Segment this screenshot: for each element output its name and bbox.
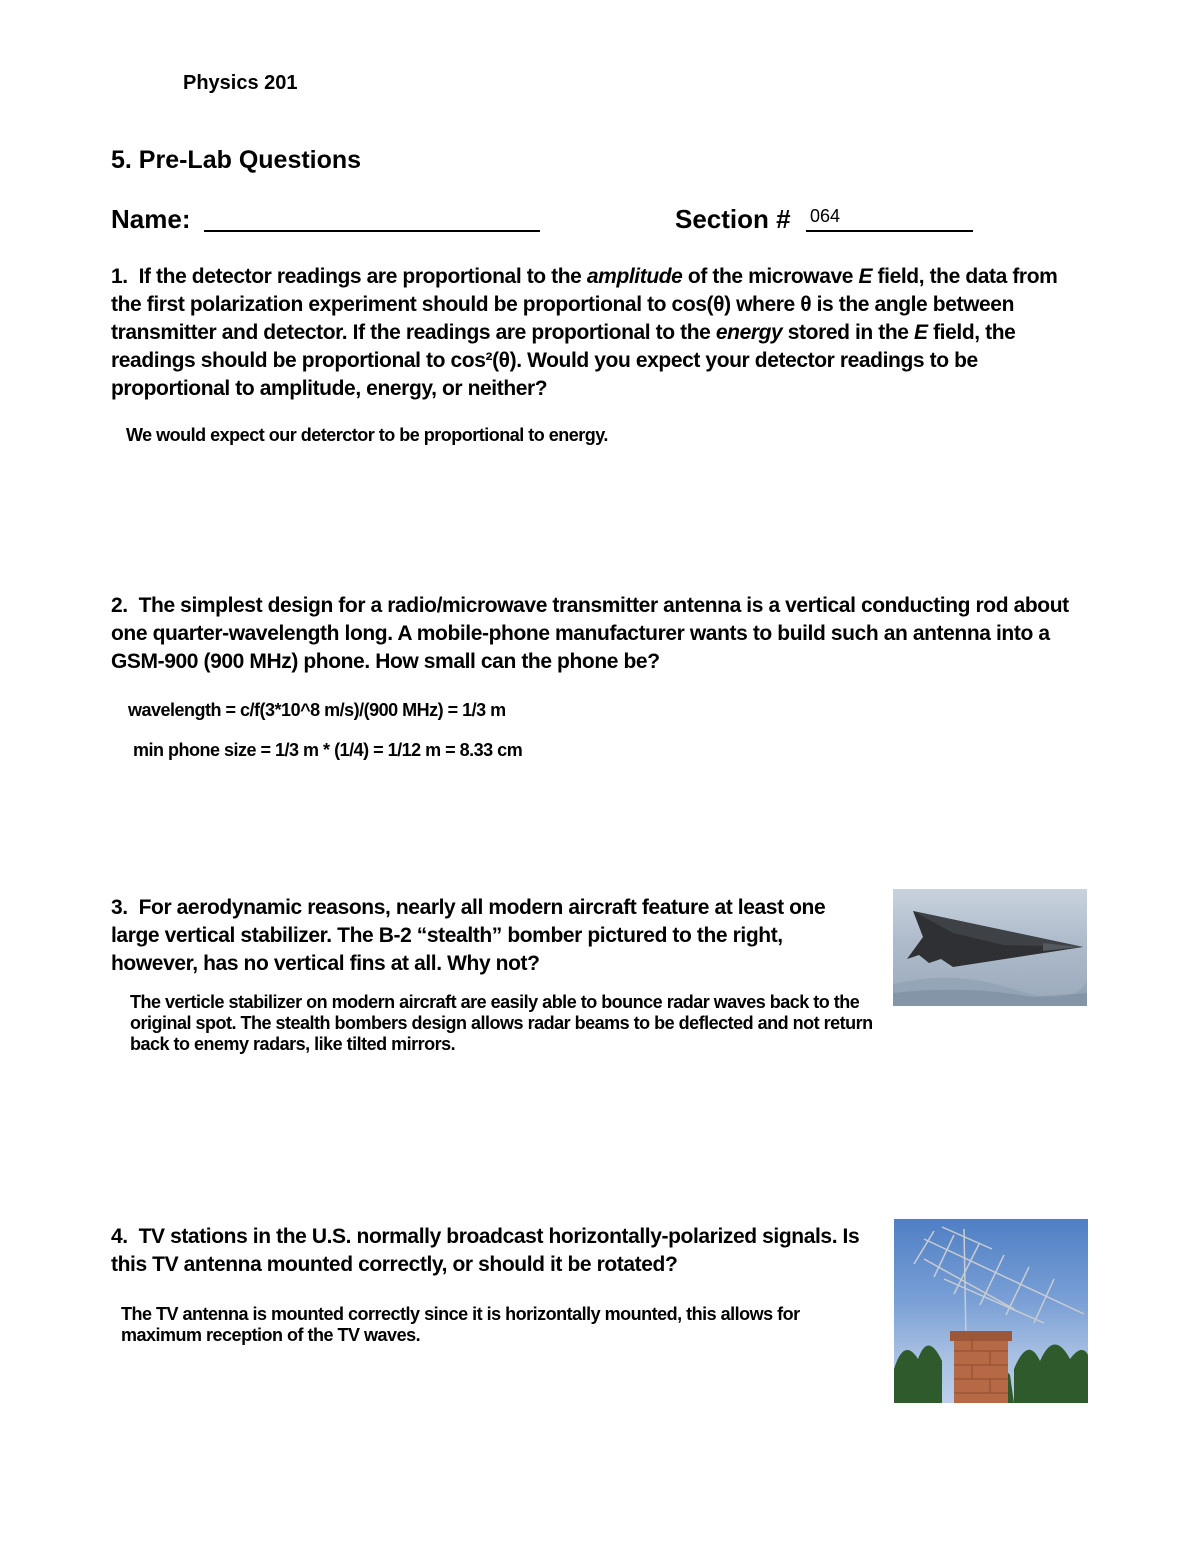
- section-field-line: [806, 230, 973, 232]
- answer-1: We would expect our deterctor to be proportional to energy.: [126, 425, 608, 445]
- question-2: 2. The simplest design for a radio/microwave transmitter antenna is a vertical conducting rod about one quarter-wavelength long. A mobile-phone manufacturer wants to build such an antenna into a GSM-900 (900 MHz) phone. How small can the phone be?: [111, 594, 1069, 673]
- answer-3: The verticle stabilizer on modern aircraft are easily able to bounce radar waves back to the original spot. The stealth bombers design allows radar beams to be deflected and not return back to enemy radars, like tilted mirrors.: [130, 992, 873, 1054]
- question-number: 4.: [111, 1225, 128, 1248]
- question-3: 3. For aerodynamic reasons, nearly all modern aircraft feature at least one large vertical stabilizer. The B-2 “stealth” bomber pictured to the right, however, has no vertical fins at all. Why not?: [111, 896, 826, 975]
- course-title: Physics 201: [183, 72, 298, 94]
- page-title: 5. Pre-Lab Questions: [111, 146, 362, 174]
- name-label: Name:: [111, 204, 191, 234]
- question-number: 3.: [111, 896, 128, 919]
- section-label: Section #: [675, 204, 791, 234]
- question-number: 2.: [111, 594, 128, 617]
- b2-bomber-illustration: [893, 889, 1087, 1006]
- name-field-line: [204, 230, 540, 232]
- answer-2-line-1: wavelength = c/f(3*10^8 m/s)/(900 MHz) = 1/3 m: [128, 700, 506, 720]
- tv-antenna-photo: [894, 1219, 1088, 1403]
- answer-4: The TV antenna is mounted correctly since it is horizontally mounted, this allows for maximum reception of the TV waves.: [121, 1304, 800, 1345]
- b2-bomber-photo: [893, 889, 1087, 1006]
- answer-2-line-2: min phone size = 1/3 m * (1/4) = 1/12 m = 8.33 cm: [133, 740, 523, 760]
- section-value: 064: [810, 206, 841, 226]
- tv-antenna-illustration: [894, 1219, 1088, 1403]
- question-1: 1. If the detector readings are proportional to the amplitude of the microwave E field, the data from the first polarization experiment should be proportional to cos(θ) where θ is the angle between transmitter and detector. If the readings are proportional to the energy stored in the E field, the readings should be proportional to cos²(θ). Would you expect your detector readings to be proportional to amplitude, energy, or neither?: [111, 265, 1058, 400]
- question-number: 1.: [111, 265, 128, 288]
- question-4: 4. TV stations in the U.S. normally broadcast horizontally-polarized signals. Is this TV antenna mounted correctly, or should it be rotated?: [111, 1225, 860, 1276]
